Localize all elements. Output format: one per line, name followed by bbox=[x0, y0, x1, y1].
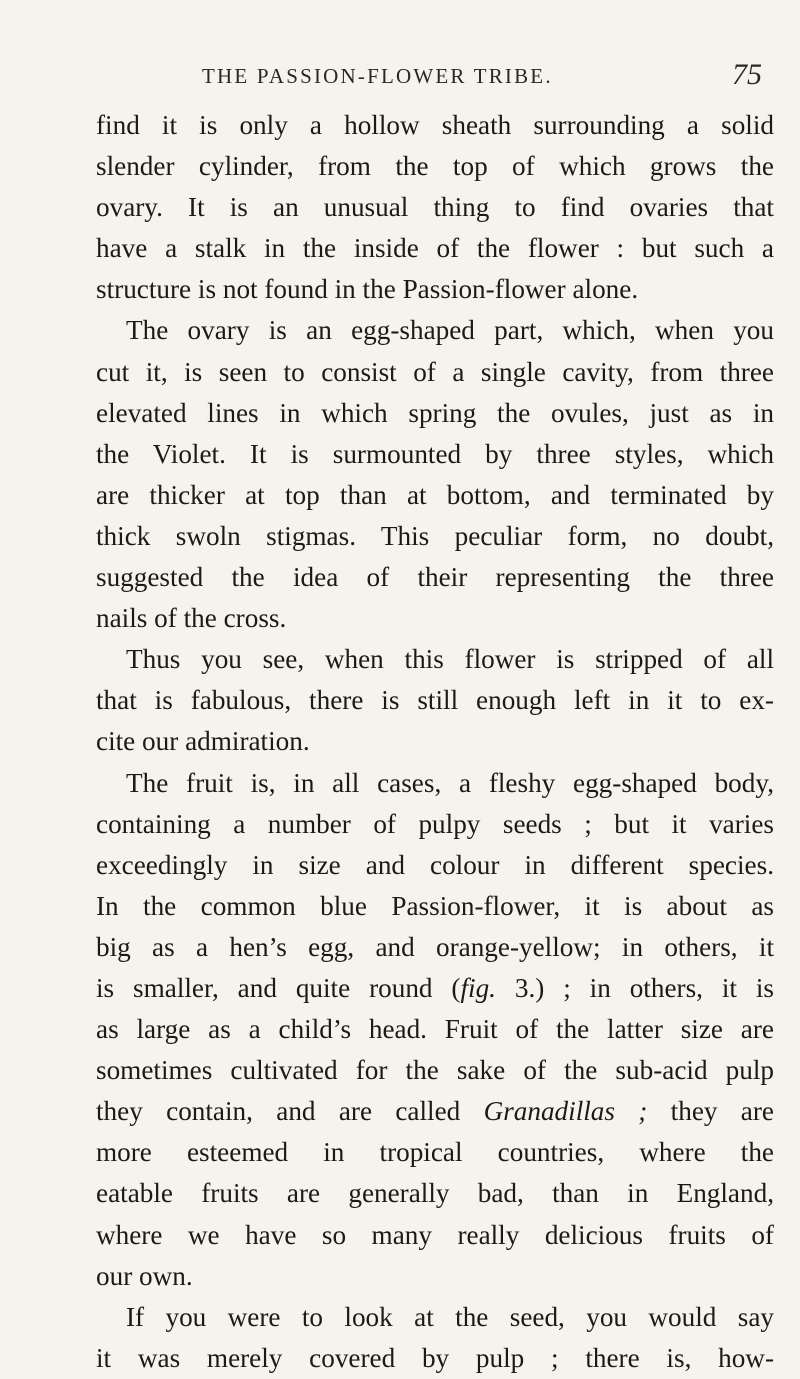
text-line: find it is only a hollow sheath surrounding a solid bbox=[96, 110, 774, 140]
text-line bbox=[96, 1091, 774, 1132]
page-number: 75 bbox=[732, 58, 762, 91]
text-line: structure is not found in the Passion-flower alone. bbox=[96, 274, 639, 305]
text-segment: they are bbox=[647, 1096, 774, 1127]
text-line: exceedingly in size and colour in different species. bbox=[96, 849, 774, 880]
text-line: suggested the idea of their representing the three bbox=[96, 562, 774, 593]
text-line: cut it, is seen to consist of a single cavity, from three bbox=[96, 356, 774, 387]
figure-reference: fig. bbox=[460, 972, 496, 1003]
text-line: are thicker at top than at bottom, and terminated by bbox=[96, 479, 774, 510]
text-line: slender cylinder, from the top of which grows the bbox=[96, 151, 774, 182]
text-line: it was merely covered by pulp ; there is, how- bbox=[96, 1342, 774, 1373]
text-line: the Violet. It is surmounted by three styles, which bbox=[96, 438, 774, 469]
text-segment: 3.) ; in others, it is bbox=[495, 972, 774, 1003]
text-line: eatable fruits are generally bad, than in England, bbox=[96, 1178, 774, 1209]
text-line: our own. bbox=[96, 1260, 193, 1291]
text-line: more esteemed in tropical countries, where the bbox=[96, 1137, 774, 1168]
text-line: big as a hen’s egg, and orange-yellow; in others, it bbox=[96, 931, 774, 962]
text-line: sometimes cultivated for the sake of the sub-acid pulp bbox=[96, 1055, 774, 1086]
text-segment: is smaller, and quite round ( bbox=[96, 972, 461, 1003]
text-line: cite our admiration. bbox=[96, 726, 310, 757]
running-title: THE PASSION-FLOWER TRIBE. bbox=[202, 64, 553, 88]
paragraph-start-line: If you were to look at the seed, you would say bbox=[126, 1301, 774, 1332]
text-line bbox=[96, 968, 774, 1009]
paragraph-start-line: The fruit is, in all cases, a fleshy egg-shaped body, bbox=[126, 767, 774, 798]
text-line: nails of the cross. bbox=[96, 603, 287, 634]
text-line: as large as a child’s head. Fruit of the latter size are bbox=[96, 1014, 774, 1045]
text-line: elevated lines in which spring the ovules, just as in bbox=[96, 397, 774, 428]
italic-term: Granadillas ; bbox=[483, 1096, 648, 1127]
text-line: where we have so many really delicious fruits of bbox=[96, 1219, 774, 1250]
text-line: ovary. It is an unusual thing to find ovaries that bbox=[96, 192, 774, 223]
text-line: containing a number of pulpy seeds ; but it varies bbox=[96, 808, 774, 839]
text-line: In the common blue Passion-flower, it is about as bbox=[96, 890, 774, 921]
text-segment: they contain, and are called bbox=[96, 1096, 484, 1127]
text-line: thick swoln stigmas. This peculiar form, no doubt, bbox=[96, 520, 774, 551]
text-line: that is fabulous, there is still enough left in it to ex- bbox=[96, 685, 774, 716]
body-text bbox=[96, 105, 774, 1379]
text-line: have a stalk in the inside of the flower : but such a bbox=[96, 233, 774, 264]
paragraph-start-line: Thus you see, when this flower is stripped of all bbox=[126, 644, 774, 675]
page-header bbox=[96, 58, 776, 98]
paragraph-start-line: The ovary is an egg-shaped part, which, when you bbox=[126, 315, 774, 346]
